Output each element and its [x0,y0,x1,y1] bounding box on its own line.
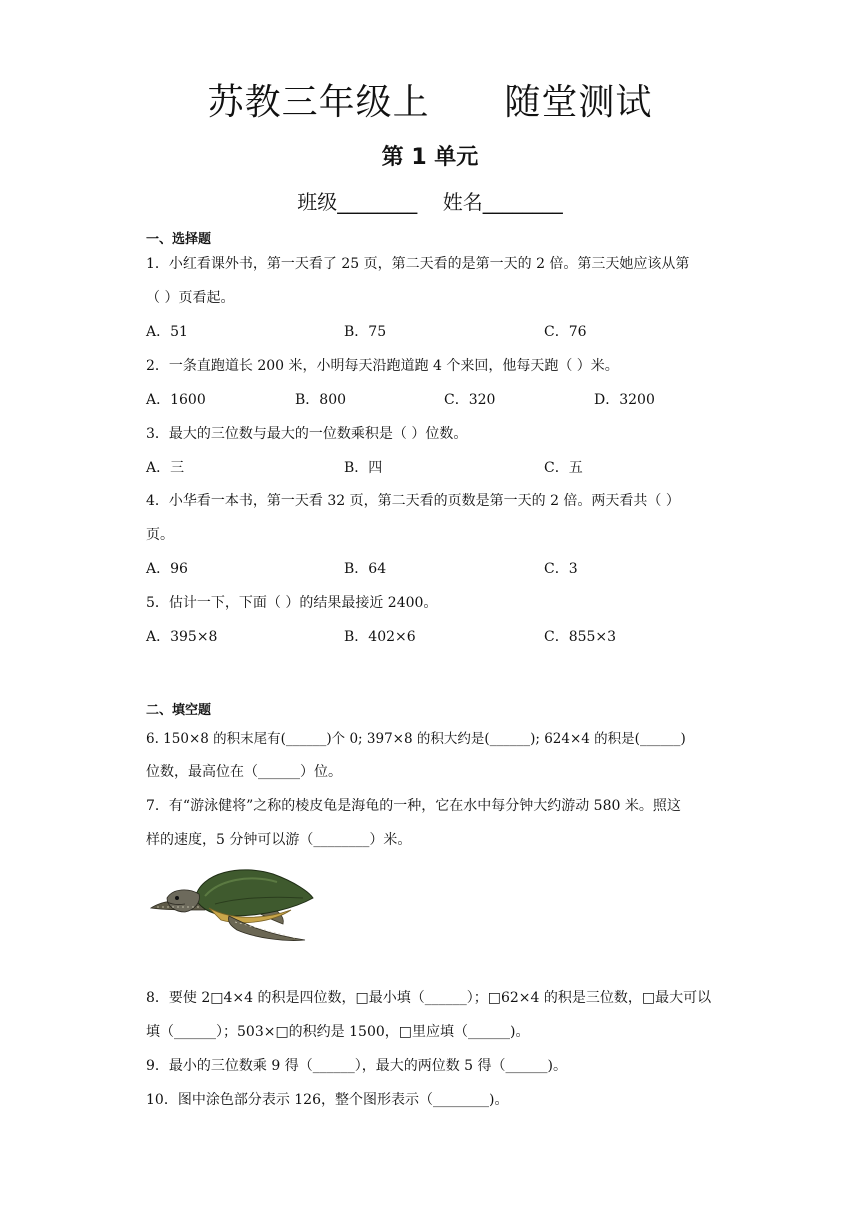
q5-line1: 5．估计一下，下面（ ）的结果最接近 2400。 [146,595,438,611]
q2-option-b: B．800 [295,392,347,408]
q4-line1: 4．小华看一本书，第一天看 32 页，第二天看的页数是第一天的 2 倍。两天看共（ ） [146,493,680,509]
unit-subtitle: 第 1 单元 [381,145,479,170]
q1-option-a: A．51 [146,324,188,340]
q1-line1: 1．小红看课外书，第一天看了 25 页，第二天看的是第一天的 2 倍。第三天她应该从第 [146,256,690,272]
sea-turtle-image [145,858,320,944]
q5-option-b: B．402×6 [344,629,416,645]
q1-option-c: C．76 [544,324,587,340]
q2-option-c: C．320 [444,392,496,408]
q10-line1: 10．图中涂色部分表示 126，整个图形表示（________)。 [146,1092,509,1108]
q3-line1: 3．最大的三位数与最大的一位数乘积是（ ）位数。 [146,426,468,442]
q5-option-a: A．395×8 [146,629,218,645]
q2-option-d: D．3200 [594,392,655,408]
q3-option-b: B．四 [344,460,383,476]
q2-option-a: A．1600 [146,392,206,408]
q8-line2: 填（______）；503×□的积约是 1500，□里应填（______)。 [146,1024,530,1040]
q4-line2: 页。 [146,527,174,543]
q4-option-a: A．96 [146,561,188,577]
q6-line2: 位数，最高位在（______）位。 [146,764,342,780]
q5-option-c: C．855×3 [544,629,617,645]
q9-line1: 9．最小的三位数乘 9 得（______），最大的两位数 5 得（______)。 [146,1058,567,1074]
q6-line1: 6. 150×8 的积末尾有(______)个 0; 397×8 的积大约是(______); 624×4 的积是(______) [146,731,686,747]
section-heading-fill: 二、填空题 [146,703,212,718]
class-name-line: 班级________ 姓名________ [297,190,563,214]
q8-line1: 8．要使 2□4×4 的积是四位数，□最小填（______）；□62×4 的积是三位数，□最大可以 [146,990,712,1006]
q3-option-a: A．三 [146,460,185,476]
q7-line2: 样的速度，5 分钟可以游（________）米。 [146,832,412,848]
q3-option-c: C．五 [544,460,583,476]
section-heading-choice: 一、选择题 [146,232,212,247]
q4-option-c: C．3 [544,561,578,577]
q7-line1: 7．有“游泳健将”之称的棱皮龟是海龟的一种，它在水中每分钟大约游动 580 米。照这 [146,798,681,814]
page-title: 苏教三年级上 随堂测试 [207,82,653,123]
q1-line2: （ ）页看起。 [146,290,235,306]
q4-option-b: B．64 [344,561,387,577]
q2-line1: 2．一条直跑道长 200 米，小明每天沿跑道跑 4 个来回，他每天跑（ ）米。 [146,358,619,374]
q1-option-b: B．75 [344,324,387,340]
